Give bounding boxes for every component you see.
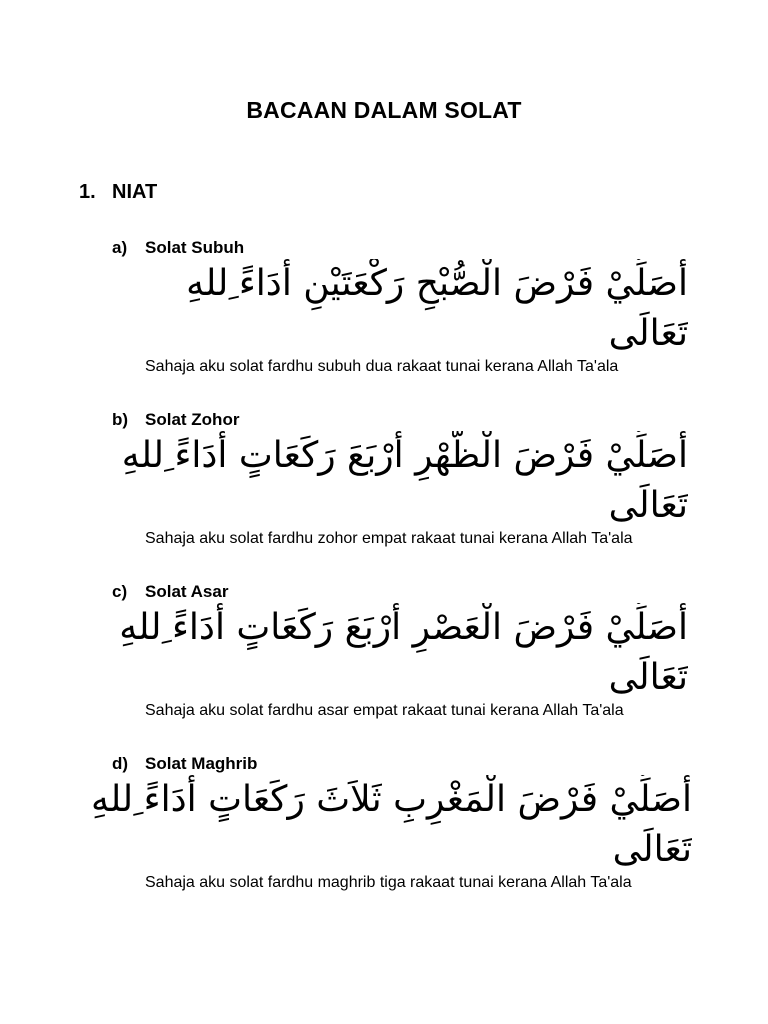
item-letter: a) <box>112 238 128 257</box>
arabic-text: أُصَلِّيْ فَرْضَ الْعَصْرِ أَرْبَعَ رَكَعَاتٍ أَدَاءً ِللهِ تَعَالَى <box>119 607 688 698</box>
translation-text: Sahaja aku solat fardhu asar empat rakaat tunai kerana Allah Ta'ala <box>145 702 624 719</box>
item-letter: d) <box>112 754 129 773</box>
item-letter: b) <box>112 410 129 429</box>
item-heading <box>112 753 732 775</box>
item-heading <box>112 581 732 603</box>
translation-text: Sahaja aku solat fardhu zohor empat rakaat tunai kerana Allah Ta'ala <box>145 530 633 547</box>
item-heading <box>112 409 732 431</box>
item-title: Solat Zohor <box>145 410 240 429</box>
section-heading-niat <box>79 181 157 204</box>
niat-item-subuh <box>112 237 732 377</box>
section-number: 1. <box>79 181 96 203</box>
translation-text: Sahaja aku solat fardhu subuh dua rakaat tunai kerana Allah Ta'ala <box>145 358 619 375</box>
niat-item-zohor <box>112 409 732 549</box>
niat-item-maghrib <box>90 753 732 893</box>
arabic-text: أُصَلِّيْ فَرْضَ الْمَغْرِبِ ثَلاَثَ رَكَعَاتٍ أَدَاءً ِللهِ تَعَالَى <box>90 779 692 870</box>
item-letter: c) <box>112 582 128 601</box>
item-title: Solat Subuh <box>145 238 245 257</box>
document-title: BACAAN DALAM SOLAT <box>246 97 522 123</box>
item-title: Solat Asar <box>145 582 229 601</box>
section-label: NIAT <box>112 181 158 203</box>
niat-item-asar <box>112 581 732 721</box>
translation-text: Sahaja aku solat fardhu maghrib tiga rakaat tunai kerana Allah Ta'ala <box>145 874 632 891</box>
arabic-text: أُصَلِّيْ فَرْضَ الْظُّهْرِ أَرْبَعَ رَكَعَاتٍ أَدَاءً ِللهِ تَعَالَى <box>121 435 688 526</box>
arabic-text: أُصَلِّيْ فَرْضَ الْصُّبْحِ رَكْعَتَيْنِ أَدَاءً ِللهِ تَعَالَى <box>186 263 688 354</box>
item-heading <box>112 237 732 259</box>
item-title: Solat Maghrib <box>145 754 258 773</box>
